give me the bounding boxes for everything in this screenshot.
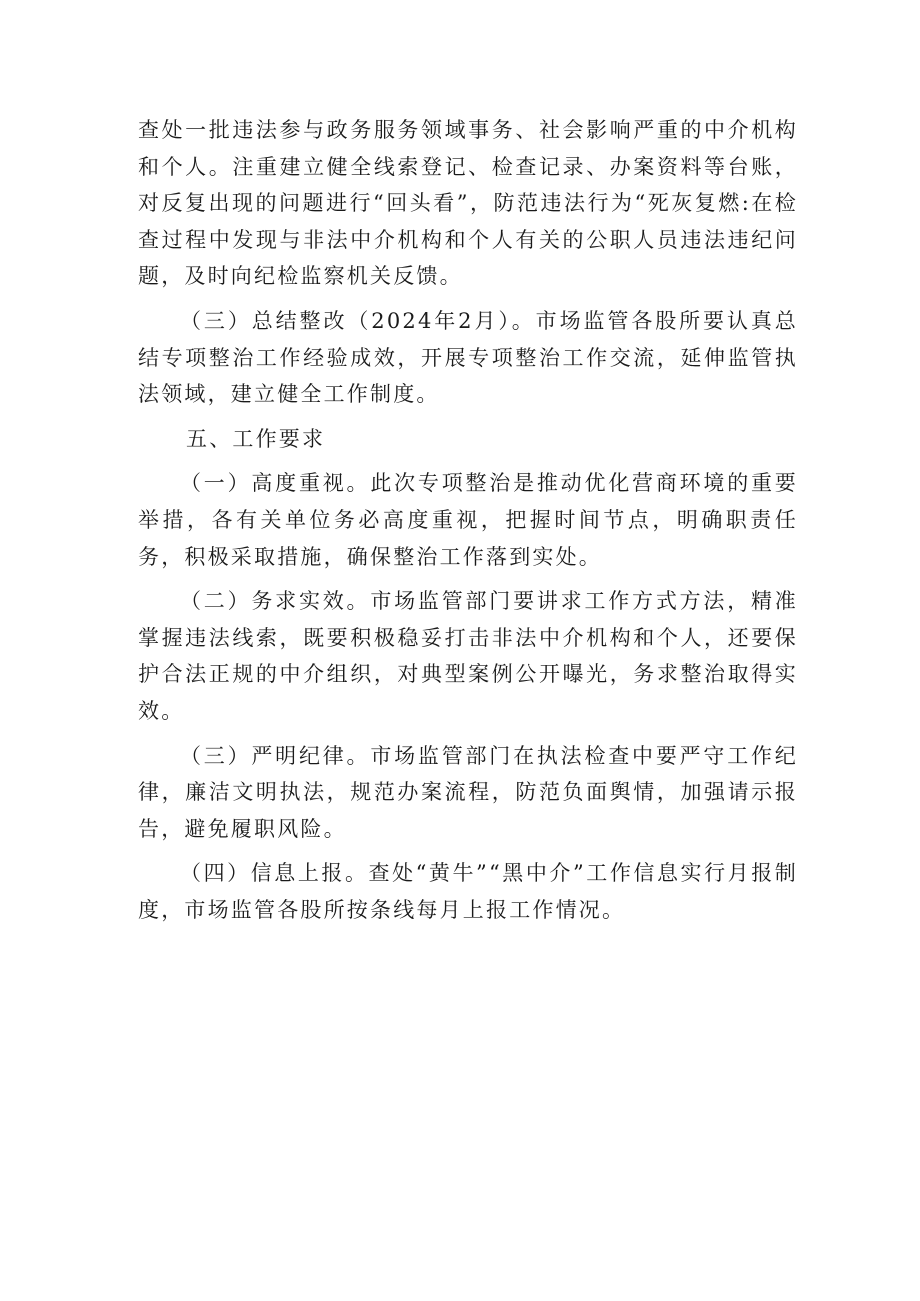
requirement-seek-results: （二）务求实效。市场监管部门要讲求工作方式方法，精准掌握违法线索，既要积极稳妥打击非法中介机构和个人，还要保护合法正规的中介组织，对典型案例公开曝光，务求整治取得实效。 [138, 589, 798, 723]
paragraph-continuation: 查处一批违法参与政务服务领域事务、社会影响严重的中介机构和个人。注重建立健全线索登记、检查记录、办案资料等台账，对反复出现的问题进行“回头看”，防范违法行为“死灰复燃:在检查过程中发现与非法中介机构和个人有关的公职人员违法违纪问题，及时向纪检监察机关反馈。 [138, 118, 798, 289]
requirement-high-attention: （一）高度重视。此次专项整治是推动优化营商环境的重要举措，各有关单位务必高度重视，把握时间节点，明确职责任务，积极采取措施，确保整治工作落到实处。 [138, 471, 798, 569]
document-page [138, 112, 798, 928]
section-heading-work-requirements: 五、工作要求 [186, 426, 326, 451]
paragraph-summary-rectification: （三）总结整改（2024年2月）。市场监管各股所要认真总结专项整治工作经验成效，开展专项整治工作交流，延伸监管执法领域，建立健全工作制度。 [138, 308, 798, 407]
requirement-info-reporting: （四）信息上报。查处“黄牛”“黑中介”工作信息实行月报制度，市场监管各股所按条线每月上报工作情况。 [138, 861, 798, 922]
requirement-strict-discipline: （三）严明纪律。市场监管部门在执法检查中要严守工作纪律，廉洁文明执法，规范办案流程，防范负面舆情，加强请示报告，避免履职风险。 [138, 743, 798, 841]
